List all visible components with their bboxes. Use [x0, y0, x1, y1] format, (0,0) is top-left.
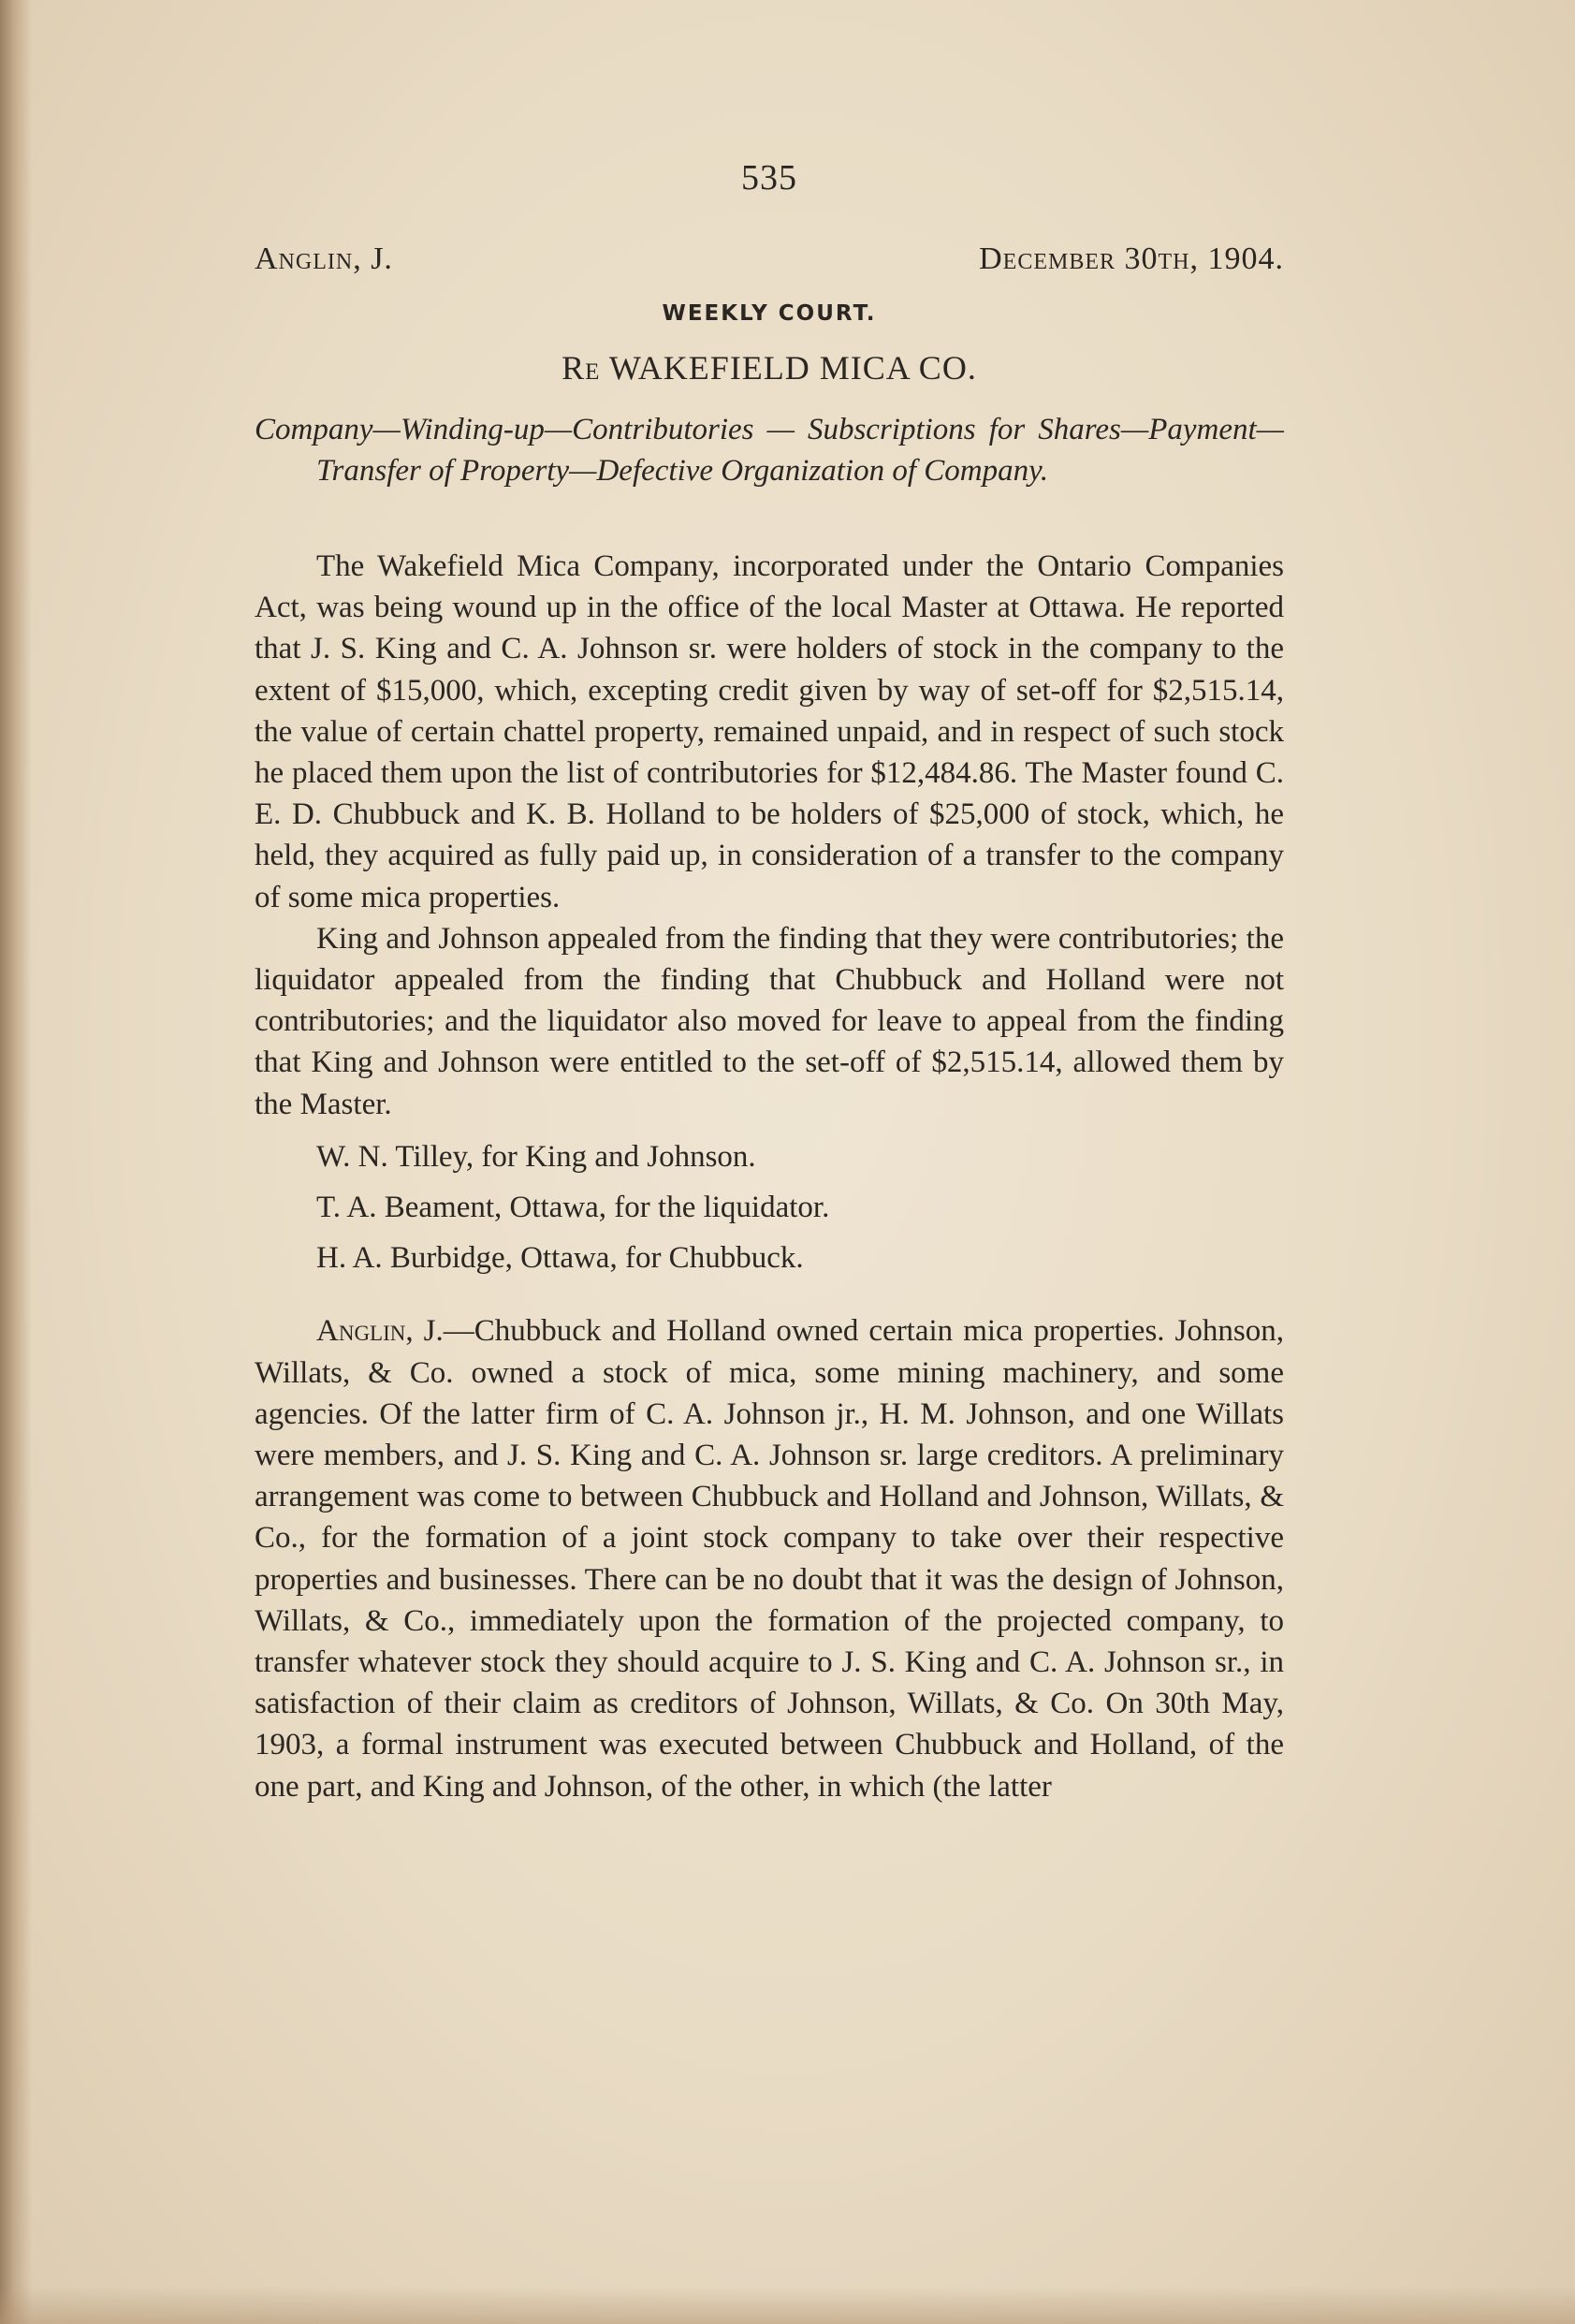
headnote: Company—Winding-up—Contributories — Subscriptions for Shares—Payment—Transfer of Property—Defective Organization of Company. [255, 413, 1284, 488]
judgment-text: —Chubbuck and Holland owned certain mica properties. Johnson, Willats, & Co. owned a stock of mica, some mining machinery, and some agencies. Of the latter firm of C. A. Johnson jr., H. M. Johnson, and one Willats were members, and J. S. King and C. A. Johnson sr. large creditors. A preliminary arrangement was come to between Chubbuck and Holland and Johnson, Willats, & Co., for the formation of a joint stock company to take over their respective properties and businesses. There can be no doubt that it was the design of Johnson, Willats, & Co., immediately upon the formation of the projected company, to transfer whatever stock they should acquire to J. S. King and C. A. Johnson sr., in satisfaction of their claim as creditors of Johnson, Willats, & Co. On 30th May, 1903, a formal instrument was executed between Chubbuck and Holland, of the one part, and King and Johnson, of the other, in which (the latter [255, 1314, 1284, 1804]
decision-date: December 30th, 1904. [979, 241, 1284, 276]
page-binding-edge [0, 0, 32, 2324]
case-title-name: WAKEFIELD MICA CO. [600, 349, 977, 387]
counsel-line: W. N. Tilley, for King and Johnson. [316, 1139, 756, 1174]
counsel-line: T. A. Beament, Ottawa, for the liquidator. [316, 1191, 830, 1225]
court-name: WEEKLY COURT. [662, 301, 877, 326]
page-number: 535 [741, 158, 797, 197]
page-bottom-shadow [0, 2287, 1575, 2324]
judgment-paragraph [255, 1310, 1284, 1806]
appeal-paragraph: King and Johnson appealed from the finding that they were contributories; the liquidator appealed from the finding that Chubbuck and Holland were not contributories; and the liquidator also moved for leave to appeal from the finding that King and Johnson were entitled to the set-off of $2,515.14, allowed them by the Master. [255, 921, 1284, 1121]
case-title-prefix: Re [561, 349, 601, 387]
counsel-line: H. A. Burbidge, Ottawa, for Chubbuck. [316, 1241, 804, 1276]
facts-paragraph: The Wakefield Mica Company, incorporated under the Ontario Companies Act, was being wound up in the office of the local Master at Ottawa. He reported that J. S. King and C. A. Johnson sr. were holders of stock in the company to the extent of $15,000, which, excepting credit given by way of set-off for $2,515.14, the value of certain chattel property, remained unpaid, and in respect of such stock he placed them upon the list of contributories for $12,484.86. The Master found C. E. D. Chubbuck and K. B. Holland to be holders of $25,000 of stock, which, he held, they acquired as fully paid up, in consideration of a transfer to the company of some mica properties. [255, 549, 1284, 914]
judgment-author: Anglin, J. [316, 1314, 444, 1349]
report-body [255, 546, 1284, 1807]
case-title [255, 348, 1284, 387]
judge-name: Anglin, J. [255, 241, 393, 276]
